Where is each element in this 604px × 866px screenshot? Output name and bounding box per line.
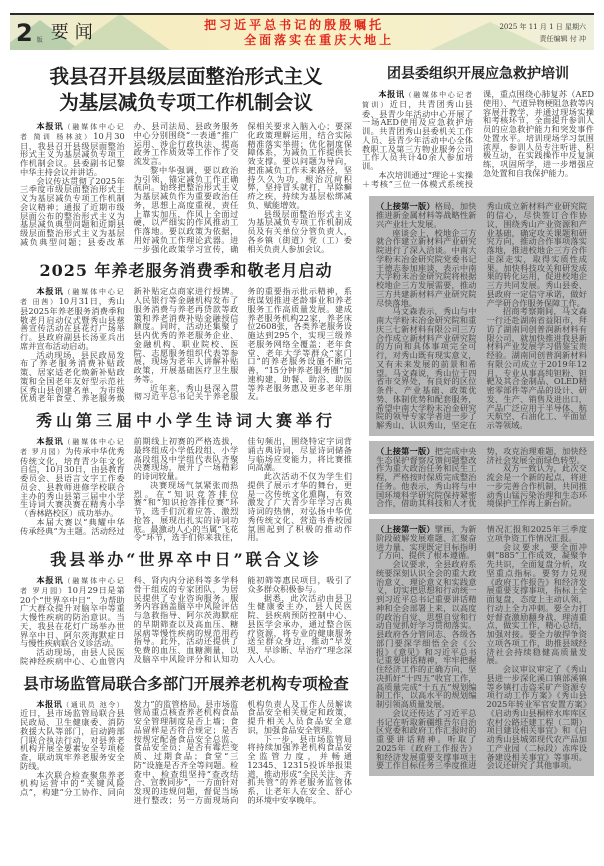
article bbox=[20, 550, 352, 666]
issue-date: 2025 年 11 月 1 日 星期六 bbox=[499, 22, 586, 31]
continued-box bbox=[369, 441, 594, 514]
article-headline: 秀山第三届中小学生诗词大赛举行 bbox=[35, 411, 336, 430]
slogan-line: 全面落实在重庆大地上 bbox=[244, 32, 395, 47]
article bbox=[20, 674, 352, 805]
paragraph bbox=[362, 90, 473, 171]
page-header-band bbox=[10, 13, 594, 50]
paragraph bbox=[376, 525, 477, 560]
continued-body bbox=[369, 196, 594, 436]
paragraph-text: 活动现场，县民政局发布了养老服务消费补贴政策、居家适老化焕新补贴政策和全国老年友好型示范社区秀山县创建名单，为市级优质老年食堂、养老服务焕新补贴定点商家进行授牌。人民银行等金融机构发布了服务消费与养老再贷款等政策和养老消费补贴金融授信额度。同时，活动还集聚了县内优秀的养老服务企业、金融机构、职业院校、医院、志愿服务组织代表等参展，现场为老年人讲解补贴政策，开展基础医疗卫生服务等。 bbox=[20, 286, 239, 404]
paragraph bbox=[376, 229, 477, 308]
byline: （融媒体中心记者 田茜） bbox=[20, 288, 125, 306]
right-column bbox=[362, 64, 594, 813]
paragraph bbox=[376, 202, 477, 228]
paragraph-text: 近日，县市场监管局联合县民政局、卫生健康委、消防救援大队等部门，启动跨部门联合执法行动，对县养老机构开展全要素安全专项检查，联动筑牢养老服务安全防线。 bbox=[20, 708, 125, 771]
paragraph-text: 擘画，为新阶段破解发展难题、汇聚奋进力量、实现既定目标指明了方向、提供了根本遵循。 bbox=[376, 524, 477, 561]
paragraph-text: 10月29日是第20个“世界卒中日”，为帮助广大群众提升对脑卒中等重大慢性疾病的防治意识。当天，我县在花灯广场举办世界卒中日、阿尔茨海默症日与慢性疾病联合义诊活动。 bbox=[20, 584, 125, 649]
paragraph-text: 10月31日，秀山县2025年养老服务消费季和敬老月启动仪式暨秀山县慈善宣传活动在县花灯广场举行。县政府副县长汤亚兵出席并宣布活动启动。 bbox=[20, 296, 125, 351]
paragraph-text: 马文森表示，秀山与中南大学粉末冶金研究院和重庆三七新材料有限公司三方合作成立新材料产业研究院的方向和具体事项完全可行，对秀山既有现实意义，又有未来发展的前景和希望。马文森说，秀山位于四省市交界处，有良好的区位条件、产业基础、政策优势、体制优势和配套服务，希望中南大学粉末冶金研究院的领导专家学者进一步了解秀山、认识秀山，坚定在秀山成立新材料产业研究院的信心，尽快签订合作协议，围绕秀山产业资源和产业基础，确定攻关课题和研究方向，推动合作事项落实落地，推进校地企三方合作走深走实，取得实质性成果。加快科技攻关和研发成果的转化运用，促进校地企三方共同发展。秀山县委、县政府一定信守承诺，做好产学研合作服务保障工作。 bbox=[376, 201, 587, 430]
article bbox=[20, 64, 352, 253]
continued-body bbox=[369, 441, 594, 514]
continued-box bbox=[369, 196, 594, 436]
byline: （融媒体中心记者 罗月园） bbox=[20, 438, 125, 456]
page-content bbox=[10, 64, 594, 813]
article-body bbox=[20, 287, 352, 403]
article-body bbox=[362, 90, 594, 188]
section-title: 要闻 bbox=[50, 21, 99, 43]
paragraph bbox=[20, 287, 125, 350]
paragraph bbox=[20, 700, 125, 771]
continued-body bbox=[369, 519, 594, 776]
paragraph-text: 会议传达贯彻了2025年三季度市级层面整治形式主义为基层减负专项工作机制会议精神；通报了近期市级层面公布的整治形式主义为基层减负典型问题和近期县级层面整治形式主义为基层减负典型问题；县委改革办、县司法局、县政务服务中心分别围绕“一表通”推广运用、涉企行政执法、提高政务工作质效等工作作了交流发言。 bbox=[20, 121, 239, 247]
article-headline: 我县举办“世界卒中日”联合义诊 bbox=[50, 550, 322, 569]
paragraph-text: 招商考察期间，马文森一行还赴湖南省益阳市，拜访了湖南同创普润新材料有限公司，就加快推进我县新材料产业发展学习借鉴宝贵经验。湖南同创普润新材料有限公司成立于2019年12月，专业从事高纯钽粉、钽靶及其合金制品、OLED精密零部件等产品的设计、研发、生产、销售及进出口，产品广泛应用于半导体、航天航空、石油化工、平面显示等领域。 bbox=[486, 306, 587, 430]
article bbox=[20, 411, 352, 542]
article-headline: 团县委组织开展应急救护培训 bbox=[387, 66, 569, 82]
dateline-lead: 本报讯 bbox=[36, 436, 64, 446]
byline: （通讯员 池令） bbox=[62, 700, 125, 709]
page-number: 2 bbox=[16, 18, 33, 47]
article-body bbox=[20, 437, 352, 542]
dateline-lead: 本报讯 bbox=[378, 89, 405, 99]
continued-box bbox=[369, 519, 594, 776]
paragraph bbox=[487, 307, 588, 430]
paragraph-text: 会议要求，要全面冲刺“885”工作成效，凝聚争先共识，全面复盘分析，攻坚重点指标。要努力兑现《政府工作报告》和经济发展重要支撑事项，指标上全面复盘，态度上主动认领，行动上全力冲刺。要全力打好督查激励翻身战，理清重点，做实工作，精心总结，加强对接。要全力敏捍争资立项各项工作，助推县域经济社会持续稳健高质量发展。 bbox=[486, 541, 587, 666]
paragraph-text: 下一步，县市场监管局将持续加强养老机构食品安全监管力度，并畅通12345、12315投诉举报渠道，推动形成“全民关注、齐抓共管”的养老服务监管体系，让老年人在安全、舒心的环境中安享晚年。 bbox=[247, 733, 352, 805]
paragraph-text: 近日，共青团秀山县委、县青少年活动中心开展了一场AED使用及应急救护培训。共青团秀山县委机关工作人员、县青少年活动中心全体教职工及第三方物业服务公司工作人员共计40余人参加培训。 bbox=[362, 98, 473, 171]
paragraph-text: 黎中华强调，要以政治为引领，锚定减负工作正确航向。始终把整治形式主义为基层减负作为重要政治任务，思想上高度重视，责任上靠实加压，作风上全面过硬，以严细实的作风推动工作落地。要以政策为依据，用好减负工作理论武器。进一步强化政策学习宣传，确保相关要求入脑入心；要深化政策理解运用，结合实际精准落实举措；优化制度保障体系，为减负工作提供长效支撑。要以问题为导向，把准减负工作未来路径，坚持久久为功，根治沉疴积弊，坚持冒头就打，早除癣疥之疾，持续为基层松绑减负、赋能增效。 bbox=[133, 121, 352, 254]
paragraph bbox=[487, 543, 588, 666]
paragraph bbox=[247, 472, 352, 542]
headline-line: 我县召开县级层面整治形式主义 bbox=[49, 65, 323, 88]
article-headline: 县市场监管局联合多部门开展养老机构专项检查 bbox=[23, 673, 349, 693]
article-body bbox=[20, 576, 352, 666]
paragraph-text: 本次培训通过“理论＋实操＋考核”三位一体模式系统授课，重点围绕心肺复苏（AED使用）、气道异物梗阻急救等内容展开教学，并通过现场实操和考核环节，全面提升参训人员的应急救护能力和突发事件处置水平。培训现场学习氛围浓厚，参训人员专注听讲、积极互动，在实践操作中反复演练，巩固所学，进一步增强应急处置和自我保护能力。 bbox=[362, 89, 594, 189]
slogan-line: 把习近平总书记的殷殷嘱托 bbox=[204, 17, 385, 32]
dateline-lead: 本报讯 bbox=[36, 698, 63, 709]
paragraph-text: 10月30日，我县召开县级层面整治形式主义为基层减负专项工作机制会议。县委副书记黎中华主持会议并讲话。 bbox=[20, 130, 125, 177]
paragraph-text: 会议审议审定了《秀山县进一步深化溪口镇部溪镇等乡镇打击盗采矿产资源专项行动工作方案》《秀山县2025年转业军官安置方案》《启动秀山县桐梓水库库区农村公路还建工程（二期）项目建设相关事宜》和《启动秀山县城郊现代农产品加工产业园（二标段）冻库设备建设相关事宜》等事项。会议还研究了其他事项。 bbox=[486, 664, 587, 771]
paragraph bbox=[487, 665, 588, 770]
article bbox=[362, 64, 594, 188]
byline: （融媒体中心记者 简训） bbox=[362, 91, 473, 109]
issue-info bbox=[499, 21, 586, 45]
paragraph-text: 县级层面整治形式主义为基层减负专项工作机制成员及有关单位分管负责人，各乡镇（街道）党（工）委相关负责人参加会议。 bbox=[247, 208, 352, 254]
editor-credit: 责任编辑 付 冲 bbox=[539, 34, 586, 43]
paragraph-text: 近年来，秀山县深入贯彻习近平总书记关于养老服务的重要指示批示精神，系统谋划推进老龄事业和养老服务工作高质量发展。建成养老服务机构22家，养老床位2608张，各类养老服务设施达到295个，实现三级养老服务网络全覆盖；老年食堂、老年大学等群众“家门口”的养老服务设施不断完善，“15分钟养老服务圈”加速构建，助餐、助浴、助医等养老服务惠及更多老年朋友。 bbox=[133, 286, 352, 402]
article-headline: 2025 年养老服务消费季和敬老月启动 bbox=[39, 261, 333, 281]
dateline-lead: 本报讯 bbox=[36, 286, 64, 297]
page-label bbox=[16, 20, 99, 46]
continued-label: （上接第一版） bbox=[376, 445, 435, 456]
paragraph-text: 会议还传达了习近平总书记在听取新疆维吾尔自治区党委和政府工作汇报时的重要讲话精神。听取了2025年《政府工作报告》和经济发展重要支撑事项主要工作目标任务三季度推进情况汇报和2025年三季度立项争资工作情况汇报。 bbox=[376, 524, 587, 771]
article-body bbox=[20, 122, 352, 253]
paragraph bbox=[20, 437, 125, 518]
paragraph bbox=[247, 594, 352, 664]
paragraph-text: 此次活动不仅为学生们提供了展示才华的舞台，更是一次传统文化熏陶，有效激发了广大青少年学习古典诗词的热情，对弘扬中华优秀传统文化、营造书香校园氛围起到了积极的推动作用。 bbox=[247, 471, 352, 543]
paragraph bbox=[20, 576, 125, 648]
headline-line: 为基层减负专项工作机制会议 bbox=[59, 91, 313, 114]
paragraph-text: 把完成中央生态保护督察反馈问题整改作为重大政治任务和民生工程，严格按时保质完成整治任务。他表示，秀山将与中国环境科学研究院保持紧密合作，借助其科技和人才优势，攻克治理难题，加快经济社会发展全面绿色转型。 bbox=[376, 445, 587, 509]
paragraph-text: 座谈会上，校地企三方就合作建立新材料产业研究院进行了深入洽谈。中南大学粉末冶金研究院党委书记王德志参加座谈，表示中南大学粉末冶金研究院将根据校地企三方发展需要，推动三方共建新材料产业研究院尽快落地。 bbox=[376, 227, 477, 308]
paragraph-text: 本次联合检查聚焦养老机构运营中的“关键风险点”，构建“分工协作、同向发力”的监管格局。县市场监管局重点核查养老机构食品安全管理制度是否上墙；食品留样是否符合规定；是否按规定配备食品安全总监、食品安全员；是否有霉烂变质、过期食品；食堂“三防”设施是否齐全等问题。检查中，检查组坚持“查改结合、宣教同步”，一方面针对发现的违规问题，督促当场进行整改；另一方面现场向机构负责人及工作人员解读食品安全相关规定和政策，提升相关人员食品安全意识，加强食品安全管理。 bbox=[20, 698, 352, 805]
paragraph-text: 双方一致认为，此次交流会是一个新的起点，将进一步完善合作机制，共同推动秀山锰污染治理和生态环境保护工作再上新台阶。 bbox=[486, 463, 587, 509]
slogan bbox=[204, 18, 394, 48]
paragraph-text: 决赛现场气氛紧张而热烈。在“知识竞答排位赛”和“知识抢答排位赛”环节，选手们沉着应答、激烈抢答，展现出扎实的诗词功底。最激动人心的当属“飞花令”环节，选手们你来我往，佳句频出，围绕特定字词背诵古典诗词，尽显诗词储备与临场应变能力，将比赛推向高潮。 bbox=[133, 436, 352, 543]
dateline-lead: 本报讯 bbox=[36, 121, 64, 131]
dateline-lead: 本报讯 bbox=[36, 575, 64, 585]
paragraph-text: 本届大赛以“典耀中华 传承经典”为主题。活动经过前期线上初赛的严格选拔，最终组成小学低段组、小学高段组及中学组代表队齐聚决赛现场，展开了一场精彩的诗词较量。 bbox=[20, 436, 239, 536]
paragraph bbox=[376, 560, 477, 709]
paragraph bbox=[247, 210, 352, 254]
continued-label: （上接第一版） bbox=[376, 201, 435, 212]
left-column bbox=[20, 64, 352, 813]
paragraph bbox=[487, 464, 588, 508]
paragraph-text: 活动现场，由县人民医院神经疾病中心、心血管内科、肾内内分泌科等多学科骨干组成的专家团队，为居民提供了专业咨询服务。服务内容涵盖脑卒中风险评估与急救指导、阿尔茨海默症的早期筛查以及高血压、糖尿病等慢性疾病的规范用药指导。此外，活动还提供了免费的血压、血糖测量，以及脑卒中风险评分和认知功能初筛等惠民项目，吸引了众多群众积极参与。 bbox=[20, 575, 352, 666]
byline: （融媒体中心记者 罗月园） bbox=[20, 577, 125, 595]
paragraph-text: 为传承中华优秀传统文化，培育青少年文化自信，10月30日，由县教育委员会、县语言文字工作委员会、县教师进修学校联合主办的秀山县第三届中小学生诗词大赛决赛在精秀小学（香林路校区）成功举办。 bbox=[20, 445, 125, 518]
paragraph bbox=[20, 122, 125, 177]
continued-label: （上接第一版） bbox=[376, 524, 435, 534]
paragraph bbox=[247, 735, 352, 805]
paragraph-text: 格局，加快推进新金属材料等战略性新兴产业壮大发展。 bbox=[376, 201, 477, 229]
paragraph-text: 据悉，此次活动由县卫生健康委主办，县人民医院、县疾病预防控制中心、县医学会承办，通过整合医疗资源，将专业的健康服务送至群众身边，推动“早发现、早诊断、早治疗”理念深入人心。 bbox=[247, 592, 352, 664]
article bbox=[20, 261, 352, 403]
article-body bbox=[20, 700, 352, 805]
byline: （融媒体中心记者 简训 杨林波） bbox=[20, 123, 125, 141]
article-headline bbox=[20, 64, 352, 116]
paragraph-text: 会议要求，全县政府系统要深刻认识全会的重大政治意义、理论意义和实践意义，切实把思想和行动统一到习近平总书记重要讲话精神和全会部署上来，以高度的政治自觉、思想自觉和行动自觉抓好学习贯彻落实。县政府各分管同志、各级各部门要深学细悟全会《公报》《意见》和习近平总书记重要讲话精神，牢牢把握住经济工作的正确方向，坚决抓好“十四五”收官工作，高质量完成“十五五”规划编制工作，以高水平的规划编制引领高质量发展。 bbox=[376, 559, 477, 709]
page-suffix: 版 bbox=[36, 36, 43, 44]
